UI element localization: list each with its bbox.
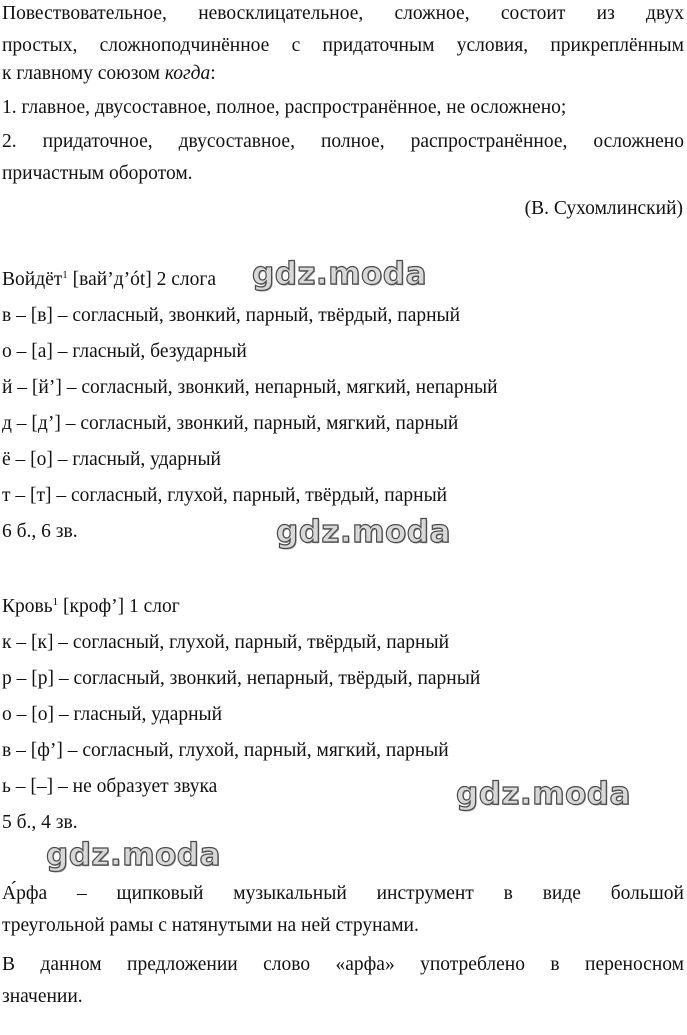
word2-header [2,595,180,619]
intro-line-3-colon: : [210,63,216,84]
watermark-logo: gdz.moda [252,256,427,292]
word1-headword: Войдёт [2,269,63,290]
word2-total: 5 б., 4 зв. [2,812,78,833]
word1-transcription: [вай’д’ót] 2 слога [67,269,217,290]
conjunction-emphasis: когда [164,63,211,84]
harp-usage-line-2: значении. [2,986,83,1007]
word2-transcription: [кроф’] 1 слог [58,596,180,617]
clause-item-2-line-2: причастным оборотом. [2,163,193,184]
word1-row: в – [в] – согласный, звонкий, парный, твёрдый, парный [2,305,461,326]
author-attribution: (В. Сухомлинский) [524,198,683,219]
word1-row: д – [д’] – согласный, звонкий, парный, мягкий, парный [2,413,459,434]
harp-definition-line-1: А́рфа – щипковый музыкальный инструмент в виде большой [2,883,684,904]
word2-headword: Кровь [2,596,53,617]
word1-row: ё – [о] – гласный, ударный [2,449,221,470]
clause-item-1: 1. главное, двусоставное, полное, распространённое, не осложнено; [2,97,567,118]
word2-row: р – [р] – согласный, звонкий, непарный, твёрдый, парный [2,668,481,689]
word2-row: ь – [–] – не образует звука [2,776,218,797]
watermark-logo: gdz.moda [276,514,451,550]
watermark-logo: gdz.moda [46,837,221,873]
word1-row: т – [т] – согласный, глухой, парный, твёрдый, парный [2,485,448,506]
watermark-logo: gdz.moda [456,776,631,812]
intro-line-3 [2,62,216,86]
word2-row: к – [к] – согласный, глухой, парный, твёрдый, парный [2,632,450,653]
word1-header [2,268,216,292]
harp-usage-line-1: В данном предложении слово «арфа» употреблено в переносном [2,954,684,975]
word1-row: о – [а] – гласный, безударный [2,341,247,362]
word2-superscript: 1 [52,596,59,608]
clause-item-2-line-1: 2. придаточное, двусоставное, полное, распространённое, осложнено [2,131,684,152]
harp-definition-line-2: треугольной рамы с натянутыми на ней струнами. [2,915,419,936]
intro-line-2: простых, сложноподчинённое с придаточным условия, прикреплённым [2,35,684,56]
word1-row: й – [й’] – согласный, звонкий, непарный, мягкий, непарный [2,377,498,398]
intro-line-3-text: к главному союзом [2,63,165,84]
word1-total: 6 б., 6 зв. [2,521,78,542]
word2-row: в – [ф’] – согласный, глухой, парный, мягкий, парный [2,740,449,761]
intro-line-1: Повествовательное, невосклицательное, сложное, состоит из двух [2,3,684,24]
word2-row: о – [о] – гласный, ударный [2,704,223,725]
word1-superscript: 1 [62,269,68,281]
